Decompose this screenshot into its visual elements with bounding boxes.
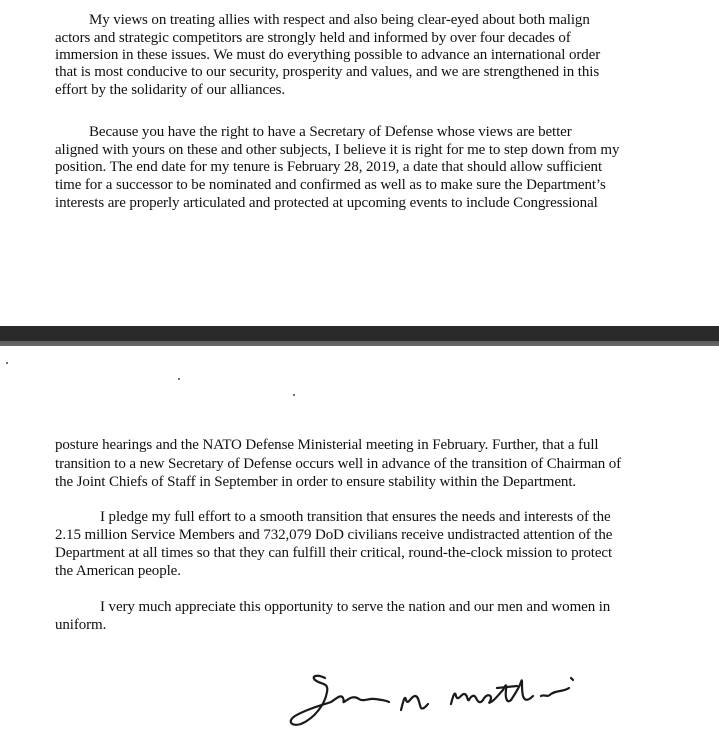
handwritten-signature bbox=[285, 666, 585, 728]
text-line: Because you have the right to have a Secretary of Defense whose views are better bbox=[89, 124, 572, 140]
text-line: posture hearings and the NATO Defense Ministerial meeting in February. Further, that a full bbox=[55, 437, 599, 453]
text-line: the Joint Chiefs of Staff in September in order to ensure stability within the Department. bbox=[55, 474, 577, 490]
scan-speck bbox=[178, 378, 180, 380]
text-line: actors and strategic competitors are strongly held and informed by over four decades of bbox=[55, 30, 571, 46]
text-line: that is most conducive to our security, prosperity and values, and we are strengthened in this bbox=[55, 64, 600, 80]
text-line: aligned with yours on these and other subjects, I believe it is right for me to step down from my bbox=[55, 142, 620, 158]
text-line: the American people. bbox=[55, 563, 181, 579]
text-line: Department at all times so that they can fulfill their critical, round-the-clock mission to protect bbox=[55, 545, 613, 561]
text-line: transition to a new Secretary of Defense occurs well in advance of the transition of Chairman of bbox=[55, 456, 622, 472]
text-line: My views on treating allies with respect and also being clear-eyed about both malign bbox=[89, 12, 590, 28]
text-line: I very much appreciate this opportunity to serve the nation and our men and women in bbox=[100, 599, 611, 615]
page-break-divider bbox=[0, 326, 719, 346]
text-line: effort by the solidarity of our alliances. bbox=[55, 82, 286, 98]
letter-page-1 bbox=[0, 0, 719, 326]
text-line: uniform. bbox=[55, 617, 107, 633]
text-line: I pledge my full effort to a smooth transition that ensures the needs and interests of the bbox=[100, 509, 611, 525]
text-line: time for a successor to be nominated and confirmed as well as to make sure the Department’s bbox=[55, 177, 606, 193]
text-line: position. The end date for my tenure is February 28, 2019, a date that should allow sufficient bbox=[55, 159, 603, 175]
scan-speck bbox=[6, 362, 8, 364]
text-line: interests are properly articulated and protected at upcoming events to include Congressional bbox=[55, 195, 598, 211]
letter-page-2 bbox=[0, 346, 719, 730]
text-line: immersion in these issues. We must do everything possible to advance an international order bbox=[55, 47, 601, 63]
text-line: 2.15 million Service Members and 732,079 DoD civilians receive undistracted attention of the bbox=[55, 527, 613, 543]
scan-speck bbox=[293, 394, 295, 396]
